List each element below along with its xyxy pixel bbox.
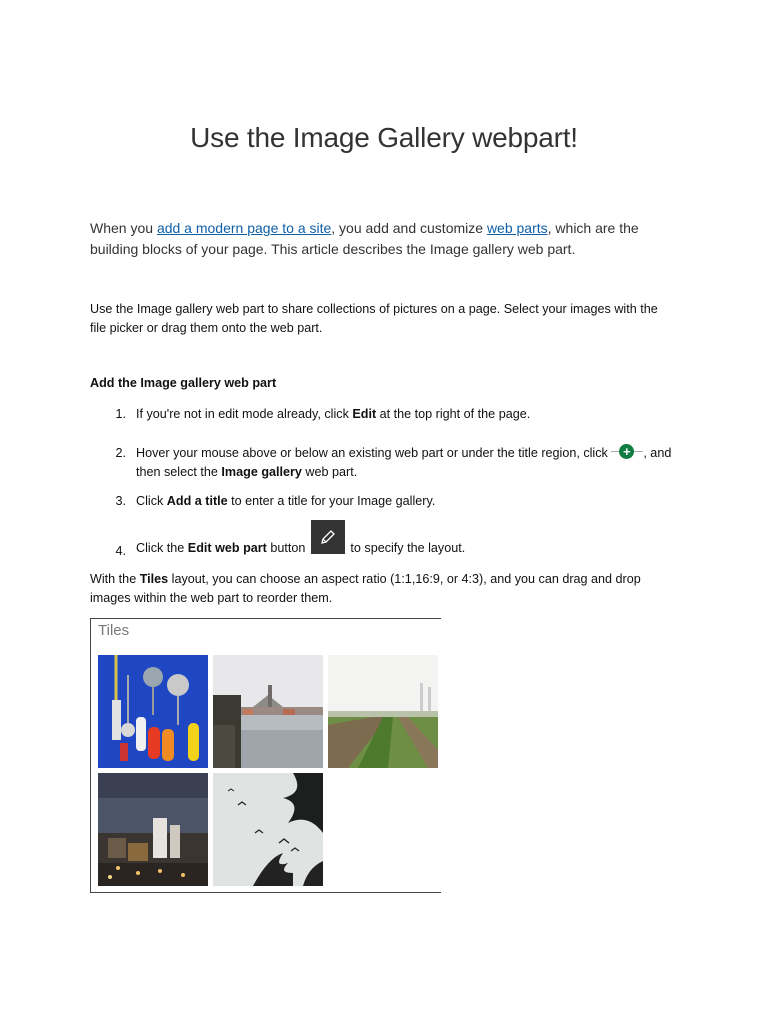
step-bold-text: Edit web part bbox=[187, 541, 267, 555]
gallery-layout-label: Tiles bbox=[98, 622, 130, 639]
text-part: With the bbox=[90, 572, 140, 586]
tiles-paragraph bbox=[90, 570, 670, 608]
edit-web-part-button[interactable] bbox=[311, 520, 345, 554]
step-text-part: Click the bbox=[136, 541, 188, 555]
step-bold-text: Edit bbox=[352, 407, 377, 421]
intro-text-2: , you add and customize bbox=[331, 220, 487, 236]
add-modern-page-link[interactable]: add a modern page to a site bbox=[156, 220, 332, 236]
add-webpart-plus-icon[interactable] bbox=[611, 444, 643, 458]
description-paragraph: Use the Image gallery web part to share collections of pictures on a page. Select your images with the file picker or drag them onto the web part. bbox=[90, 302, 658, 335]
city-night-photo bbox=[98, 773, 208, 886]
intro-text-3: , which are the building blocks of your page. This article describes the Image gallery web part. bbox=[90, 220, 639, 257]
plus-circle-icon: + bbox=[619, 444, 634, 459]
step-text-part: Click bbox=[136, 494, 167, 508]
page-title: Use the Image Gallery webpart! bbox=[190, 122, 578, 153]
web-parts-link[interactable]: web parts bbox=[486, 220, 548, 236]
step-text-part: to enter a title for your Image gallery. bbox=[227, 494, 436, 508]
intro-text-1: When you bbox=[90, 220, 157, 236]
bold-text: Tiles bbox=[139, 572, 169, 586]
intro-paragraph bbox=[90, 218, 650, 260]
step-text-part: at the top right of the page. bbox=[376, 407, 531, 421]
step-text bbox=[136, 444, 682, 482]
step-text bbox=[136, 492, 682, 511]
pencil-icon bbox=[319, 528, 337, 546]
step-text bbox=[136, 405, 682, 424]
step-bold-text: Add a title bbox=[166, 494, 228, 508]
river-city-photo bbox=[213, 655, 323, 768]
kitchen-utensils-photo bbox=[98, 655, 208, 768]
text-part: layout, you can choose an aspect ratio (1:1,16:9, or 4:3), and you can drag and drop images within the web part to reorder them. bbox=[90, 572, 641, 605]
step-text-part: button bbox=[266, 541, 309, 555]
step-text-part: web part. bbox=[301, 465, 358, 479]
farm-field-photo bbox=[328, 655, 438, 768]
tiles-gallery-screenshot bbox=[90, 618, 441, 893]
step-bold-text: Image gallery bbox=[221, 465, 302, 479]
step-number: 4. bbox=[115, 544, 126, 558]
step-number: 1. bbox=[115, 407, 126, 421]
step-text-part: , and then select the bbox=[136, 446, 672, 479]
step-text-part: to specify the layout. bbox=[346, 541, 466, 555]
step-text bbox=[136, 520, 682, 558]
step-number: 3. bbox=[115, 494, 126, 508]
step-text-part: If you're not in edit mode already, click bbox=[136, 407, 353, 421]
step-text-part: Hover your mouse above or below an existing web part or under the title region, click bbox=[136, 446, 612, 460]
step-number: 2. bbox=[115, 446, 126, 460]
palm-birds-photo bbox=[213, 773, 323, 886]
section-heading: Add the Image gallery web part bbox=[90, 376, 277, 390]
